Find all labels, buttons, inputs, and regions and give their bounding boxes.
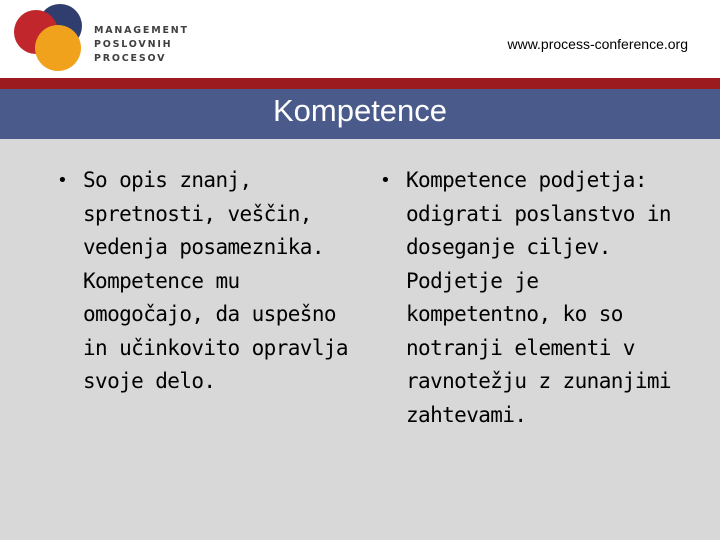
left-column (57, 164, 357, 399)
logo-line: PROCESOV (94, 53, 167, 64)
bullet-item (57, 164, 357, 399)
conference-url: www.process-conference.org (507, 36, 688, 52)
bullet-item (380, 164, 680, 432)
bullet-text: Kompetence podjetja: odigrati poslanstvo in doseganje ciljev. Podjetje je kompetentno, ko so notranji elementi v ravnotežju z zunanjimi zahtevami. (406, 168, 671, 427)
logo-icon (12, 2, 84, 74)
bullet-marker: • (380, 170, 391, 191)
slide-title: Kompetence (272, 93, 448, 128)
slide-header (0, 0, 720, 78)
logo-line: MANAGEMENT (94, 25, 189, 36)
bullet-text: So opis znanj, spretnosti, veščin, vedenja posameznika. Kompetence mu omogočajo, da uspešno in učinkovito opravlja svoje delo. (83, 168, 348, 393)
logo-wordmark (94, 24, 189, 66)
logo-line: POSLOVNIH (94, 39, 173, 50)
logo-orange-circle (35, 25, 81, 71)
right-column (380, 164, 680, 432)
accent-strip (0, 78, 720, 89)
bullet-marker: • (57, 170, 68, 191)
